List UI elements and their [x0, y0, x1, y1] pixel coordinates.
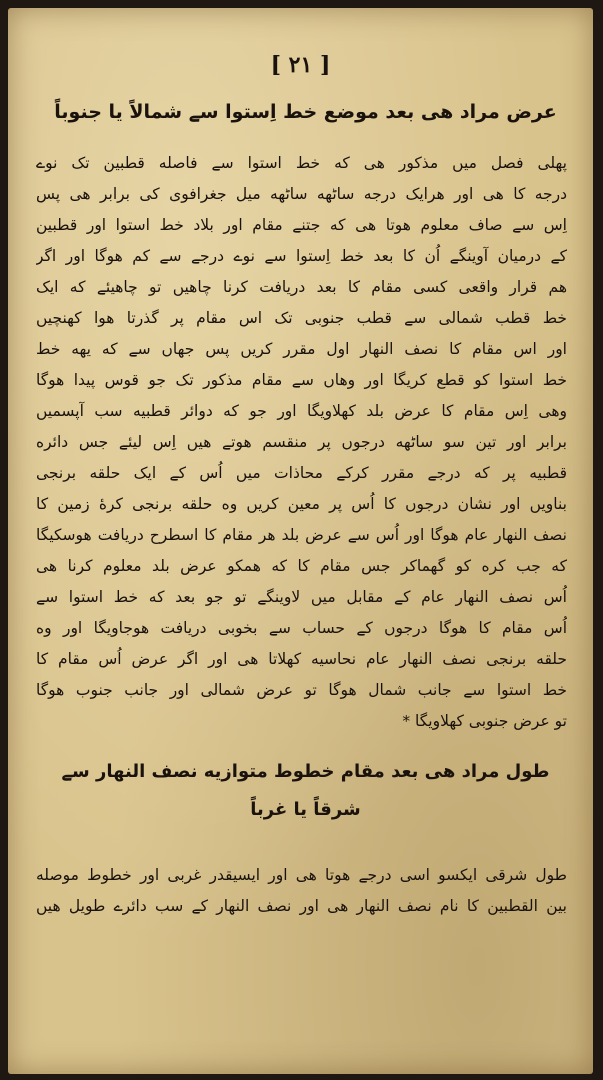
text-line: هم قرار واقعی کسی مقام کا بعد دریافت کرنا چاهیں تو چاهیئے که ایک	[36, 278, 567, 296]
text-line: وهی اِس مقام کا عرض بلد کهلاویگا اور جو که دوائر قطبیه سب آپسمیں	[36, 402, 567, 420]
text-line: اُس مقام کا هوگا درجوں کے حساب سے بخوبی دریافت هوجاویگا اور وه	[36, 619, 567, 637]
section-heading-longitude-line2: شرقاً یا غرباً	[250, 799, 361, 820]
text-line: کے درمیان آوینگے اُن کا بعد خط اِستوا سے نوے درجے سے کم هوگا اور اگر	[36, 247, 567, 265]
text-line: خط استوا سے جانب شمال هوگا تو عرض شمالی اور جانب جنوب هوگا	[36, 681, 567, 699]
text-line: طول شرقی ایکسو اسی درجے هوتا هی اور ایسیقدر غربی اور خطوط موصله	[36, 866, 567, 884]
text-line: درجه کا هی اور هرایک درجه ساٹهه ساٹهه میل جغرافوی کی برابر هی پس	[36, 185, 567, 203]
text-line: اِس سے صاف معلوم هوتا هی که جتنے مقام اور بلاد خط استوا اور قطبین	[36, 216, 567, 234]
text-line: پهلی فصل میں مذکور هی که خط استوا سے فاصله قطبین تک نوے	[36, 154, 567, 172]
text-line: اور اس مقام کا نصف النهار اول مقرر کریں پس جهاں سے که یهه خط	[36, 340, 567, 358]
section-heading-latitude: عرض مراد هی بعد موضع خط اِستوا سے شمالاً یا جنوباً	[54, 101, 557, 123]
page-number: [ ٢١ ]	[270, 52, 331, 78]
paragraph-latitude	[36, 148, 567, 737]
section-heading-longitude-line1: طول مراد هی بعد مقام خطوط متوازیه نصف النهار سے	[61, 761, 550, 782]
text-line: برابر اور تین سو ساٹهه درجوں پر منقسم هوتے هیں اِس لیئے جس دائره	[36, 433, 567, 451]
text-line: خط قطب شمالی سے قطب جنوبی تک اس مقام پر گذرتا هوا کهنچیں	[36, 309, 567, 327]
text-line: که جب کره کو گهماکر جس مقام کا که همکو عرض بلد معلوم کرنا هی	[36, 557, 567, 575]
book-page	[8, 8, 593, 1074]
text-line: قطبیه پر که درجے مقرر کرکے محاذات میں اُس کے ایک حلقه برنجی	[36, 464, 567, 482]
text-line: بناویں اور نشان درجوں کا اُس پر معین کریں وه حلقه برنجی کرهٔ زمین کا	[36, 495, 567, 513]
text-line: بین القطبین کا نام نصف النهار هی اور نصف النهار کے سب دائرے طویل هیں	[36, 897, 567, 915]
paragraph-longitude	[36, 860, 567, 922]
text-line: اُس نصف النهار عام کے مقابل میں لاوینگے تو جو بعد که خط استوا سے	[36, 588, 567, 606]
text-line: نصف النهار عام هوگا اور اُس سے عرض بلد هر مقام کا اسطرح دریافت هوسکیگا	[36, 526, 567, 544]
text-line: خط استوا کو قطع کریگا اور وهاں سے مقام مذکور تک جو قوس پیدا هوگا	[36, 371, 567, 389]
text-line: تو عرض جنوبی کهلاویگا *	[402, 712, 567, 730]
text-line: حلقه برنجی نصف النهار عام نحاسیه کهلاتا هی اور اگر عرض اُس مقام کا	[36, 650, 567, 668]
